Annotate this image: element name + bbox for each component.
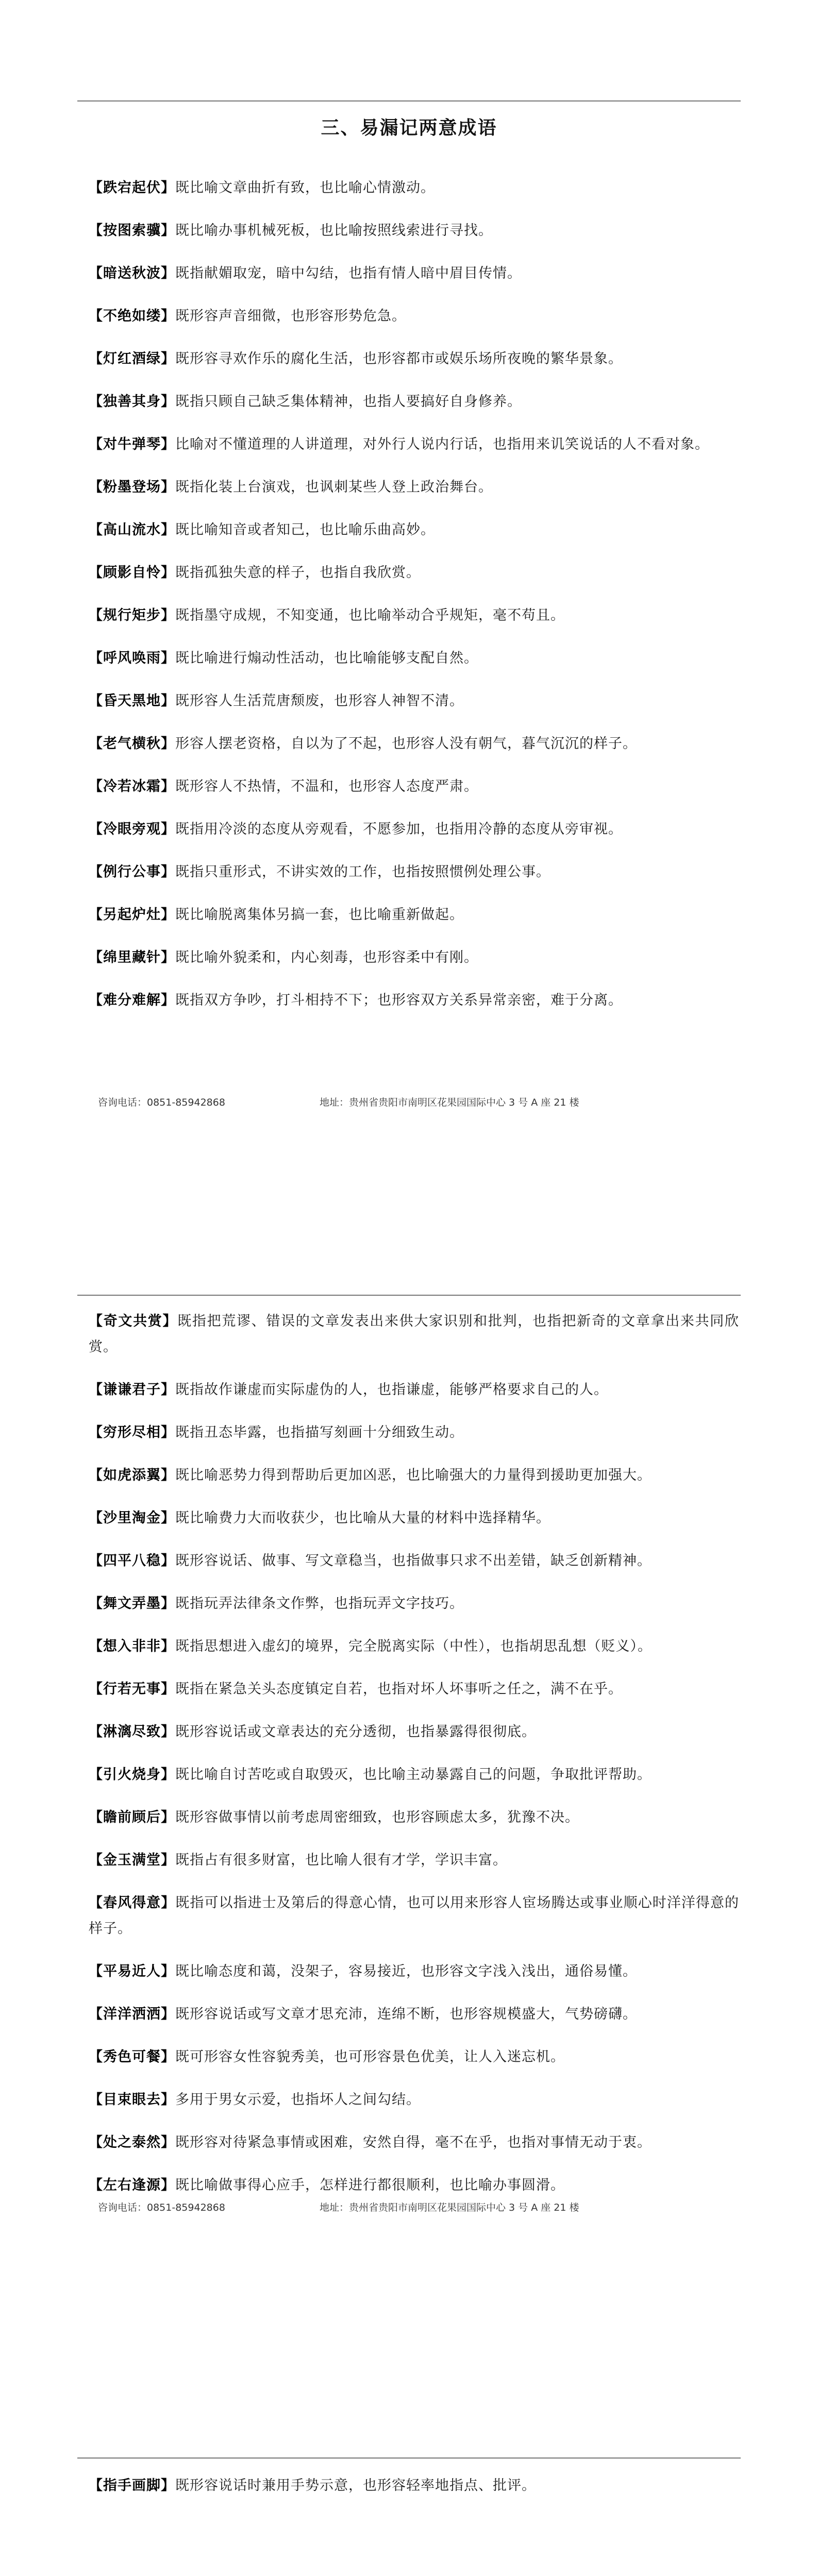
idiom-definition: 既指思想进入虚幻的境界，完全脱离实际（中性），也指胡思乱想（贬义）。 (175, 1638, 652, 1654)
idiom-entry (89, 646, 739, 671)
idiom-term: 【难分难解】 (89, 992, 175, 1008)
idiom-term: 【行若无事】 (89, 1681, 175, 1697)
idiom-entry (89, 2002, 739, 2027)
header-rule (77, 2458, 741, 2459)
idiom-definition: 既指丑态毕露，也指描写刻画十分细致生动。 (175, 1425, 464, 1440)
idiom-term: 【谦谦君子】 (89, 1382, 175, 1398)
idiom-entry (89, 859, 739, 885)
idiom-term: 【指手画脚】 (89, 2478, 175, 2494)
idiom-entry (89, 346, 739, 372)
idiom-entry (89, 1309, 739, 1360)
idiom-entry (89, 474, 739, 500)
idiom-entry (89, 1634, 739, 1659)
idiom-definition: 既比喻态度和蔼，没架子，容易接近，也形容文字浅入浅出，通俗易懂。 (175, 1963, 637, 1979)
idiom-definition: 既比喻外貌柔和，内心刻毒，也形容柔中有刚。 (175, 950, 478, 965)
idiom-term: 【目束眼去】 (89, 2092, 175, 2108)
idiom-definition: 既指占有很多财富，也比喻人很有才学，学识丰富。 (175, 1852, 507, 1868)
idiom-term: 【灯红酒绿】 (89, 351, 175, 367)
idiom-definition: 既指献媚取宠，暗中勾结，也指有情人暗中眉目传情。 (175, 265, 522, 281)
idiom-entry (89, 1676, 739, 1702)
idiom-term: 【引火烧身】 (89, 1767, 175, 1783)
idiom-term: 【独善其身】 (89, 394, 175, 410)
idiom-term: 【例行公事】 (89, 864, 175, 880)
idiom-definition: 既指玩弄法律条文作弊，也指玩弄文字技巧。 (175, 1596, 464, 1612)
idiom-term: 【暗送秋波】 (89, 265, 175, 281)
idiom-term: 【处之泰然】 (89, 2134, 175, 2150)
footer-address: 地址：贵州省贵阳市南明区花果园国际中心 3 号 A 座 21 楼 (320, 2202, 579, 2213)
idiom-definition: 既指可以指进士及第后的得意心情，也可以用来形容人宦场腾达或事业顺心时洋洋得意的样子。 (89, 1895, 740, 1937)
idiom-term: 【春风得意】 (89, 1895, 176, 1911)
idiom-entry (89, 603, 739, 629)
idiom-definition: 既形容人不热情，不温和，也形容人态度严肃。 (175, 778, 478, 794)
idiom-definition: 既形容说话或写文章才思充沛，连绵不断，也形容规模盛大，气势磅礴。 (175, 2006, 637, 2022)
footer-address: 地址：贵州省贵阳市南明区花果园国际中心 3 号 A 座 21 楼 (320, 1097, 579, 1108)
idiom-definition: 既指只顾自己缺乏集体精神，也指人要搞好自身修养。 (175, 394, 522, 410)
idiom-entry (89, 2473, 739, 2499)
idiom-entry (89, 817, 739, 842)
idiom-entry (89, 688, 739, 714)
idiom-entry (89, 1505, 739, 1531)
document-page-2 (0, 1185, 818, 2370)
idiom-definition: 既指墨守成规，不知变通，也比喻举动合乎规矩，毫不苟且。 (175, 607, 565, 623)
idiom-term: 【金玉满堂】 (89, 1852, 175, 1868)
idiom-term: 【昏天黑地】 (89, 693, 175, 709)
idiom-entry (89, 902, 739, 928)
idiom-entry (89, 1890, 739, 1942)
idiom-term: 【奇文共赏】 (89, 1313, 178, 1329)
idiom-term: 【瞻前顾后】 (89, 1809, 175, 1825)
document-page-1 (0, 0, 818, 1185)
idiom-term: 【左右逢源】 (89, 2177, 175, 2193)
header-rule (77, 100, 741, 101)
idiom-term: 【舞文弄墨】 (89, 1596, 175, 1612)
idiom-definition: 既指在紧急关头态度镇定自若，也指对坏人坏事听之任之，满不在乎。 (175, 1681, 623, 1697)
idiom-term: 【淋漓尽致】 (89, 1724, 175, 1740)
idiom-definition: 形容人摆老资格，自以为了不起，也形容人没有朝气，暮气沉沉的样子。 (175, 736, 637, 752)
idiom-entry (89, 1420, 739, 1446)
idiom-term: 【另起炉灶】 (89, 907, 175, 923)
idiom-term: 【对牛弹琴】 (89, 436, 175, 452)
header-rule (77, 1295, 741, 1296)
idiom-list (89, 2473, 739, 2516)
page-footer (98, 1095, 579, 1109)
idiom-list (89, 175, 739, 1030)
idiom-term: 【高山流水】 (89, 522, 175, 538)
idiom-entry (89, 1463, 739, 1488)
idiom-entry (89, 517, 739, 543)
idiom-definition: 既可形容女性容貌秀美，也可形容景色优美，让人入迷忘机。 (175, 2049, 565, 2065)
idiom-definition: 比喻对不懂道理的人讲道理，对外行人说内行话，也指用来讥笑说话的人不看对象。 (175, 436, 709, 452)
idiom-term: 【平易近人】 (89, 1963, 175, 1979)
idiom-entry (89, 175, 739, 201)
idiom-definition: 既比喻费力大而收获少，也比喻从大量的材料中选择精华。 (175, 1510, 550, 1526)
idiom-term: 【如虎添翼】 (89, 1467, 175, 1483)
idiom-entry (89, 988, 739, 1013)
idiom-term: 【穷形尽相】 (89, 1425, 175, 1440)
idiom-term: 【呼风唤雨】 (89, 650, 175, 666)
idiom-term: 【规行矩步】 (89, 607, 175, 623)
idiom-definition: 多用于男女示爱，也指坏人之间勾结。 (175, 2092, 421, 2108)
idiom-term: 【四平八稳】 (89, 1553, 175, 1569)
page-footer (98, 2200, 579, 2214)
idiom-definition: 既比喻办事机械死板，也比喻按照线索进行寻找。 (175, 223, 493, 239)
idiom-definition: 既形容声音细微，也形容形势危急。 (175, 308, 406, 324)
idiom-entry (89, 261, 739, 286)
idiom-entry (89, 1719, 739, 1745)
idiom-definition: 既指双方争吵，打斗相持不下；也形容双方关系异常亲密，难于分离。 (175, 992, 623, 1008)
idiom-term: 【秀色可餐】 (89, 2049, 175, 2065)
document-title: 三、易漏记两意成语 (321, 117, 497, 139)
idiom-entry (89, 389, 739, 415)
idiom-definition: 既指故作谦虚而实际虚伪的人，也指谦虚，能够严格要求自己的人。 (175, 1382, 608, 1398)
idiom-entry (89, 303, 739, 329)
idiom-term: 【老气横秋】 (89, 736, 175, 752)
idiom-term: 【冷眼旁观】 (89, 821, 175, 837)
idiom-entry (89, 945, 739, 971)
idiom-term: 【绵里藏针】 (89, 950, 175, 965)
idiom-term: 【沙里淘金】 (89, 1510, 175, 1526)
idiom-term: 【粉墨登场】 (89, 479, 175, 495)
idiom-entry (89, 2044, 739, 2070)
idiom-entry (89, 1805, 739, 1831)
idiom-definition: 既比喻做事得心应手，怎样进行都很顺利，也比喻办事圆滑。 (175, 2177, 565, 2193)
idiom-entry (89, 2173, 739, 2198)
idiom-definition: 既形容说话、做事、写文章稳当，也指做事只求不出差错，缺乏创新精神。 (175, 1553, 652, 1569)
idiom-entry (89, 432, 739, 457)
idiom-definition: 既比喻知音或者知己，也比喻乐曲高妙。 (175, 522, 435, 538)
idiom-list (89, 1309, 739, 2215)
idiom-definition: 既指把荒谬、错误的文章发表出来供大家识别和批判，也指把新奇的文章拿出来共同欣赏。 (89, 1313, 739, 1355)
idiom-definition: 既比喻进行煽动性活动，也比喻能够支配自然。 (175, 650, 478, 666)
idiom-term: 【跌宕起伏】 (89, 180, 175, 196)
idiom-entry (89, 1591, 739, 1617)
idiom-entry (89, 560, 739, 586)
idiom-term: 【按图索骥】 (89, 223, 175, 239)
idiom-definition: 既比喻文章曲折有致，也比喻心情激动。 (175, 180, 435, 196)
idiom-definition: 既形容人生活荒唐颓废，也形容人神智不清。 (175, 693, 464, 709)
idiom-entry (89, 1377, 739, 1403)
idiom-term: 【不绝如缕】 (89, 308, 175, 324)
idiom-definition: 既比喻脱离集体另搞一套，也比喻重新做起。 (175, 907, 464, 923)
idiom-definition: 既指用冷淡的态度从旁观看，不愿参加，也指用冷静的态度从旁审视。 (175, 821, 623, 837)
idiom-entry (89, 731, 739, 757)
idiom-definition: 既形容寻欢作乐的腐化生活，也形容都市或娱乐场所夜晚的繁华景象。 (175, 351, 623, 367)
idiom-entry (89, 1548, 739, 1574)
footer-phone: 咨询电话：0851-85942868 (98, 1097, 225, 1108)
idiom-entry (89, 2087, 739, 2113)
idiom-definition: 既指化装上台演戏，也讽刺某些人登上政治舞台。 (175, 479, 493, 495)
idiom-entry (89, 1762, 739, 1788)
idiom-definition: 既形容说话时兼用手势示意，也形容轻率地指点、批评。 (175, 2478, 536, 2494)
idiom-definition: 既比喻恶势力得到帮助后更加凶恶，也比喻强大的力量得到援助更加强大。 (175, 1467, 652, 1483)
idiom-definition: 既形容做事情以前考虑周密细致，也形容顾虑太多，犹豫不决。 (175, 1809, 579, 1825)
idiom-entry (89, 774, 739, 800)
idiom-definition: 既比喻自讨苦吃或自取毁灭，也比喻主动暴露自己的问题，争取批评帮助。 (175, 1767, 652, 1783)
idiom-definition: 既指只重形式，不讲实效的工作，也指按照惯例处理公事。 (175, 864, 550, 880)
idiom-entry (89, 218, 739, 244)
idiom-entry (89, 1959, 739, 1985)
idiom-term: 【冷若冰霜】 (89, 778, 175, 794)
idiom-term: 【想入非非】 (89, 1638, 175, 1654)
idiom-definition: 既形容说话或文章表达的充分透彻，也指暴露得很彻底。 (175, 1724, 536, 1740)
idiom-term: 【顾影自怜】 (89, 565, 175, 581)
document-page-3 (0, 2370, 818, 2576)
idiom-definition: 既形容对待紧急事情或困难，安然自得，毫不在乎，也指对事情无动于衷。 (175, 2134, 652, 2150)
footer-phone: 咨询电话：0851-85942868 (98, 2202, 225, 2213)
idiom-entry (89, 1848, 739, 1873)
idiom-entry (89, 2130, 739, 2156)
idiom-term: 【洋洋洒洒】 (89, 2006, 175, 2022)
idiom-definition: 既指孤独失意的样子，也指自我欣赏。 (175, 565, 421, 581)
